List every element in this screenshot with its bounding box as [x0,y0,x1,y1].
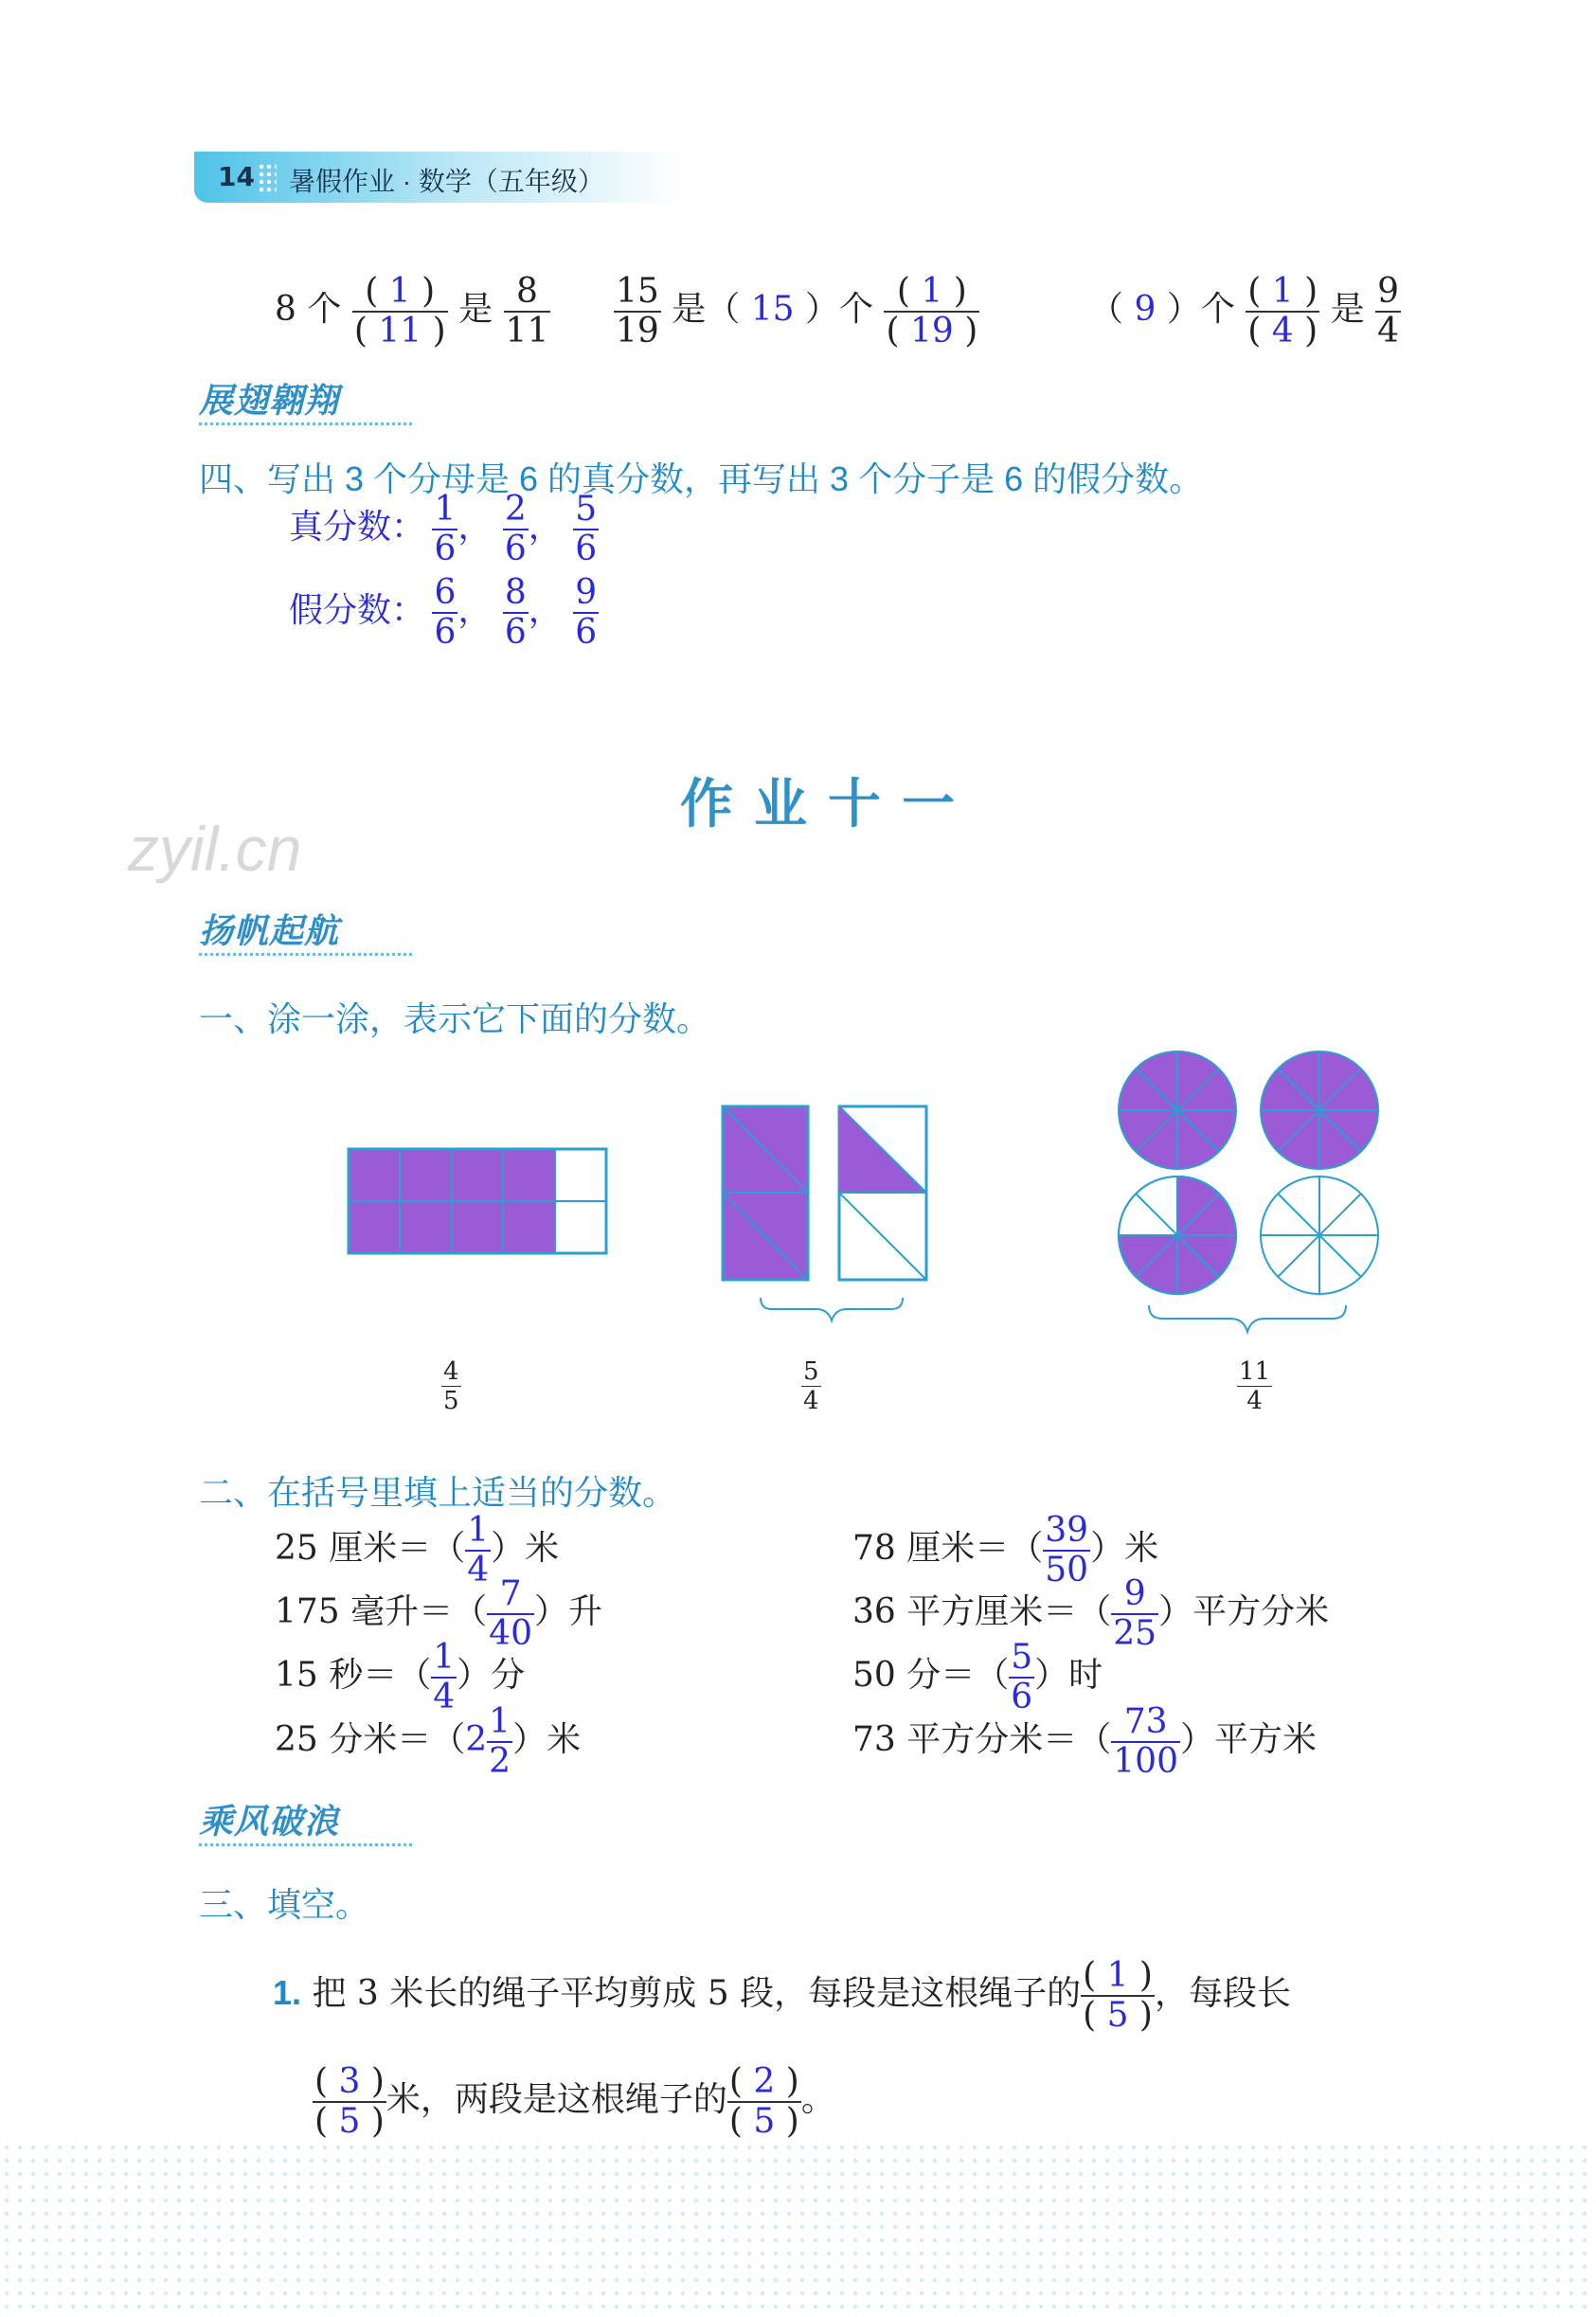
q2-right-1: 78 厘米＝（ $\frac{39}{50}$ ）米 [852,1511,1159,1590]
fraction: $\frac{1}{2}$ [489,1702,511,1781]
fraction: $\frac{1}{6}$ [434,490,457,568]
tag-chengfeng: 乘风破浪 [199,1795,412,1846]
fraction: $\frac{( 1 )}{( 5 )}$ [1083,1956,1153,2035]
fraction: $\frac{9}{4}$ [1377,272,1400,350]
q2-left-4: 25 分米＝（2 $\frac{1}{2}$ ）米 [275,1702,582,1781]
bottom-dot-pattern [0,2141,1596,2317]
q2-left-2: 175 毫升＝（ $\frac{7}{40}$ ）升 [275,1574,602,1653]
top-item-1: 8 个 $\frac{( 1 )}{( 11 )}$ 是 $\frac{8}{11}$ [275,272,549,350]
square-triangles-figure [723,1106,926,1320]
q1-label-3: $\frac{11}{4}$ [1239,1357,1271,1415]
fraction: $\frac{8}{11}$ [505,272,549,350]
fraction: $\frac{7}{40}$ [489,1574,532,1653]
q2-left-3: 15 秒＝（ $\frac{1}{4}$ ）分 [275,1638,526,1716]
fraction: $\frac{9}{25}$ [1113,1574,1157,1653]
tag-zhanchi: 展翅翱翔 [199,374,412,425]
proper-fractions: 真分数： $\frac{1}{6}$ ， $\frac{2}{6}$ ， $\frac{5}{6}$ [289,490,598,568]
fraction: $\frac{39}{50}$ [1045,1511,1089,1590]
fraction: $\frac{2}{6}$ [504,490,527,568]
q2-left-1: 25 厘米＝（ $\frac{1}{4}$ ）米 [275,1511,560,1590]
fraction: $\frac{( 1 )}{( 11 )}$ [353,272,446,350]
circles-figure [1119,1051,1378,1332]
top-item-3: （ 9 ）个 $\frac{( 1 )}{( 4 )}$ 是 $\frac{9}{4}$ [1089,272,1400,350]
q3-item-1-line2: $\frac{( 3 )}{( 5 )}$ 米，两段是这根绳子的 $\frac{( 2 )}{( 5 )}$ 。 [314,2062,835,2141]
q2-right-3: 50 分＝（ $\frac{5}{6}$ ）时 [852,1638,1103,1716]
q2-right-2: 36 平方厘米＝（ $\frac{9}{25}$ ）平方分米 [852,1574,1330,1653]
q3-title: 三、填空。 [199,1885,370,1924]
q4-title: 四、写出 3 个分母是 6 的真分数，再写出 3 个分子是 6 的假分数。 [199,459,1204,498]
tag-yangfan: 扬帆起航 [199,905,412,956]
fraction: $\frac{( 1 )}{( 19 )}$ [886,272,978,350]
fraction: $\frac{15}{19}$ [616,272,659,350]
fraction: $\frac{1}{4}$ [433,1638,456,1716]
fraction: $\frac{5}{6}$ [575,490,598,568]
fraction: $\frac{9}{6}$ [575,573,598,652]
fraction: $\frac{( 1 )}{( 4 )}$ [1247,272,1318,350]
watermark: zyil.cn [128,814,302,884]
q1-label-1: $\frac{4}{5}$ [443,1357,459,1415]
section-title: 作业十一 [680,773,976,835]
q2-title: 二、在括号里填上适当的分数。 [199,1473,677,1512]
rect-grid-figure [349,1149,606,1253]
fraction: $\frac{( 2 )}{( 5 )}$ [728,2062,799,2141]
q2-right-4: 73 平方分米＝（ $\frac{73}{100}$ ）平方米 [852,1702,1317,1781]
q3-item-1-line1: 1. 把 3 米长的绳子平均剪成 5 段，每段是这根绳子的 $\frac{( 1 )}{( 5 )}$ ，每段长 [273,1956,1291,2035]
page-number: 14 [218,161,255,192]
fraction: $\frac{( 3 )}{( 5 )}$ [314,2062,385,2141]
header-title: 暑假作业 · 数学（五年级） [289,167,604,196]
top-item-2: $\frac{15}{19}$ 是（ 15 ）个 $\frac{( 1 )}{( 19 )}$ [616,272,978,350]
fraction: $\frac{73}{100}$ [1113,1702,1178,1781]
improper-fractions: 假分数： $\frac{6}{6}$ ， $\frac{8}{6}$ ， $\frac{9}{6}$ [289,573,598,652]
q1-label-2: $\frac{5}{4}$ [803,1357,819,1415]
fraction: $\frac{6}{6}$ [434,573,457,652]
fraction: $\frac{1}{4}$ [467,1511,490,1590]
fraction: $\frac{8}{6}$ [504,573,527,652]
fraction: $\frac{5}{6}$ [1011,1638,1033,1716]
q1-title: 一、涂一涂，表示它下面的分数。 [199,999,711,1038]
